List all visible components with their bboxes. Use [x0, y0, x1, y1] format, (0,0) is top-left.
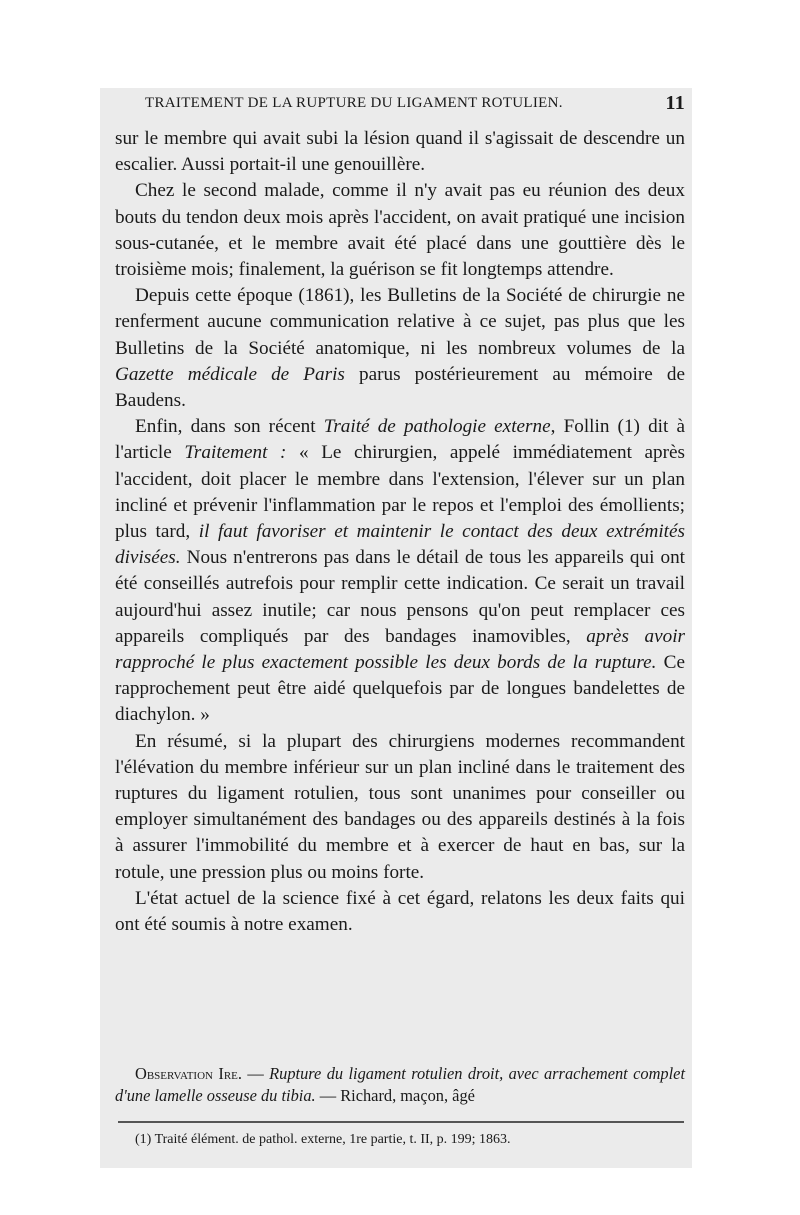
paragraph-current-state: L'état actuel de la science fixé à cet égard, relatons les deux faits qui ont été soumis à notre examen. [115, 887, 685, 936]
paragraph-follin-quote: Enfin, dans son récent Traité de pathologie externe, Follin (1) dit à l'article Traitement : « Le chirurgien, appelé immédiatement après l'accident, doit placer le membre dans l'extension, l'élever sur un plan incliné et prévenir l'inflammation par le repos et l'emploi des émollients; plus tard, il faut favoriser et maintenir le contact des deux extrémités divisées. Nous n'entrerons pas dans le détail de tous les appareils qui ont été conseillés autrefois pour remplir cette indication. Ce serait un travail aujourd'hui assez inutile; car nous pensons qu'on peut remplacer ces appareils compliqués par des bandages inamovibles, après avoir rapproché le plus exactement possible les deux bords de la rupture. Ce rapprochement peut être aidé quelquefois par de longues bandelettes de diachylon. » [115, 416, 686, 726]
observation-label: Observation Ire. [135, 1064, 242, 1083]
page-number: 11 [665, 92, 685, 114]
main-text [115, 126, 685, 938]
emphasis-contact: il faut favoriser et maintenir le contact des deux extrémités divisées. [115, 521, 685, 569]
running-header [115, 93, 685, 117]
footnote: (1) Traité élément. de pathol. externe, 1re partie, t. II, p. 199; 1863. [135, 1132, 511, 1147]
journal-title: Gazette médicale de Paris [115, 363, 345, 385]
observation-title: Rupture du ligament rotulien droit, avec arrachement complet d'une lamelle osseuse du tibia. [115, 1064, 685, 1105]
paragraph-second-patient: Chez le second malade, comme il n'y avait pas eu réunion des deux bouts du tendon deux mois après l'accident, on avait pratiqué une incision sous-cutanée, et le membre avait été placé dans une gouttière dès le troisième mois; finalement, la guérison se fit longtemps attendre. [115, 180, 685, 281]
paragraph-continued: sur le membre qui avait subi la lésion quand il s'agissait de descendre un escalier. Aussi portait-il une genouillère. [115, 128, 685, 176]
footnote-divider [118, 1121, 684, 1123]
observation-heading: Observation Ire. — Rupture du ligament rotulien droit, avec arrachement complet d'une lamelle osseuse du tibia. — Richard, maçon, âgé [115, 1064, 685, 1105]
running-title: TRAITEMENT DE LA RUPTURE DU LIGAMENT ROTULIEN. [145, 95, 563, 111]
article-title: Traitement : [184, 442, 287, 464]
observation-text: Richard, maçon, âgé [340, 1086, 475, 1105]
paragraph-since-1861: Depuis cette époque (1861), les Bulletins de la Société de chirurgie ne renferment aucune communication relative à ce sujet, pas plus que les Bulletins de la Société anatomique, ni les nombreux volumes de la Gazette médicale de Paris parus postérieurement au mémoire de Baudens. [115, 285, 685, 412]
paragraph-summary: En résumé, si la plupart des chirurgiens modernes recommandent l'élévation du membre inférieur sur un plan incliné dans le traitement des ruptures du ligament rotulien, tous sont unanimes pour conseiller ou employer simultanément des bandages ou des appareils destinés à la fois à assurer l'immobilité du membre et à exercer de haut en bas, sur la rotule, une pression plus ou moins forte. [115, 730, 685, 883]
observation-block [115, 1063, 685, 1107]
book-title: Traité de pathologie externe [323, 416, 551, 438]
emphasis-rapproche: après avoir rapproché le plus exactement possible les deux bords de la rupture. [115, 625, 686, 674]
